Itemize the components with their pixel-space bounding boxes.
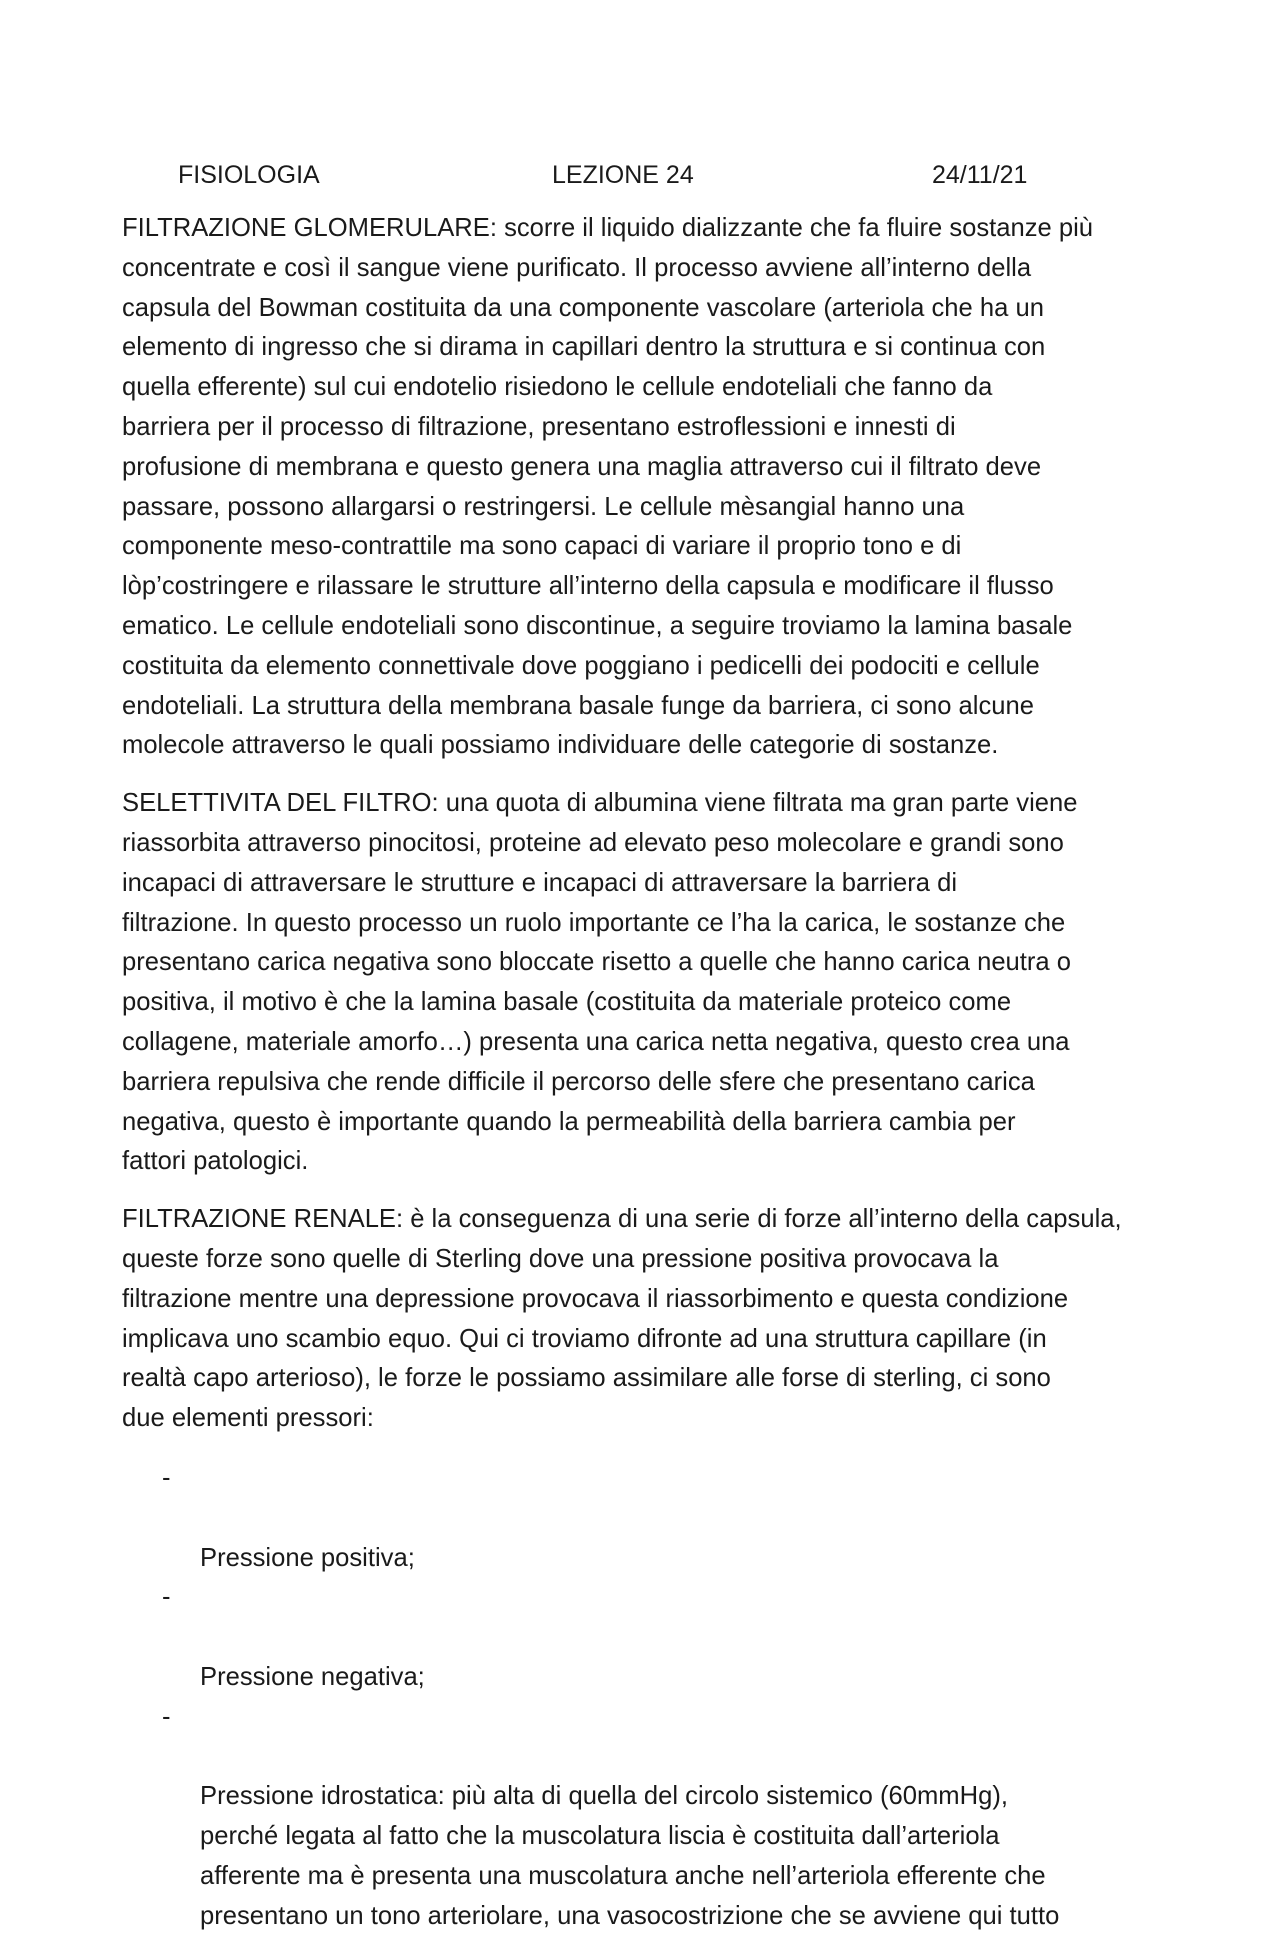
list-item-text: Pressione idrostatica: più alta di quella del circolo sistemico (60mmHg), perché legata al fatto che la muscolatura liscia è costituita dall’arteriola afferente ma è presenta una muscolatura anche nell’arteriola efferente che presentano un tono arteriolare, una vasocostrizione che se avviene qui tutto [200,1782,1060,1930]
list-marker: - [162,1702,171,1731]
paragraph-selettivita-filtro: SELETTIVITA DEL FILTRO: una quota di albumina viene filtrata ma gran parte viene riassorbita attraverso pinocitosi, proteine ad elevato peso molecolare e grandi sono incapaci di attraversare le strutture e incapaci di attraversare la barriera di filtrazione. In questo processo un ruolo importante ce l’ha la carica, le sostanze che presentano carica negativa sono bloccate risetto a quelle che hanno carica neutra o positiva, il motivo è che la lamina basale (costituita da materiale proteico come collagene, materiale amorfo…) presenta una carica netta negativa, questo crea una barriera repulsiva che rende difficile il percorso delle sfere che presentano carica negativa, questo è importante quando la permeabilità della barriera cambia per fattori patologici. [122,789,1078,1176]
list-item [122,1698,1172,1936]
list-item [122,1578,1172,1697]
list-marker: - [162,1463,171,1492]
paragraph-filtrazione-renale: FILTRAZIONE RENALE: è la conseguenza di una serie di forze all’interno della capsula, queste forze sono quelle di Sterling dove una pressione positiva provocava la filtrazione mentre una depressione provocava il riassorbimento e questa condizione implicava uno scambio equo. Qui ci troviamo difronte ad una struttura capillare (in realtà capo arterioso), le forze le possiamo assimilare alle forse di sterling, ci sono due elementi pressori: [122,1205,1122,1433]
document-body [122,209,1172,1936]
pressure-list [122,1459,1172,1936]
header-subject: FISIOLOGIA [178,161,320,189]
list-item-text: Pressione positiva; [200,1543,415,1572]
page-header [0,157,1280,193]
list-marker: - [162,1583,171,1612]
list-item-text: Pressione negativa; [200,1662,425,1691]
list-item [122,1459,1172,1578]
header-date: 24/11/21 [932,161,1028,189]
header-lesson: LEZIONE 24 [552,161,694,189]
paragraph-filtrazione-glomerulare: FILTRAZIONE GLOMERULARE: scorre il liquido dializzante che fa fluire sostanze più concentrate e così il sangue viene purificato. Il processo avviene all’interno della capsula del Bowman costituita da una componente vascolare (arteriola che ha un elemento di ingresso che si dirama in capillari dentro la struttura e si continua con quella efferente) sul cui endotelio risiedono le cellule endoteliali che fanno da barriera per il processo di filtrazione, presentano estroflessioni e innesti di profusione di membrana e questo genera una maglia attraverso cui il filtrato deve passare, possono allargarsi o restringersi. Le cellule mèsangial hanno una componente meso-contrattile ma sono capaci di variare il proprio tono e di lòp’costringere e rilassare le strutture all’interno della capsula e modificare il flusso ematico. Le cellule endoteliali sono discontinue, a seguire troviamo la lamina basale costituita da elemento connettivale dove poggiano i pedicelli dei podociti e cellule endoteliali. La struttura della membrana basale funge da barriera, ci sono alcune molecole attraverso le quali possiamo individuare delle categorie di sostanze. [122,214,1094,760]
